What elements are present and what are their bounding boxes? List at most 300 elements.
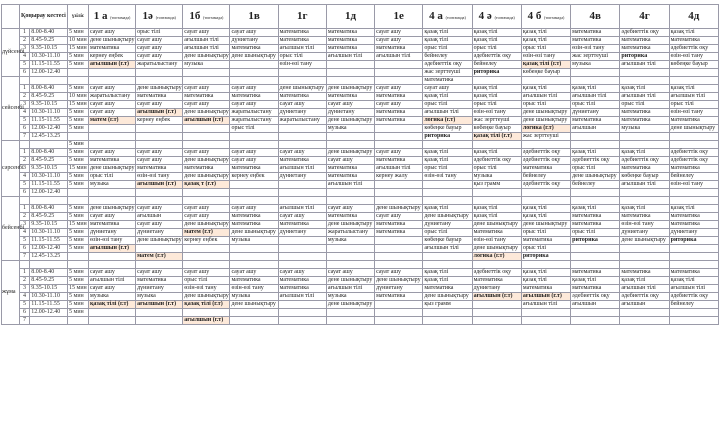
- lesson-cell: сауат ашу: [88, 149, 135, 157]
- class-header: [136, 5, 183, 29]
- lesson-cell: [375, 189, 423, 197]
- period-time: 8.00-8.40: [30, 269, 68, 277]
- lesson-cell: математика: [375, 117, 423, 125]
- lesson-cell: [230, 69, 278, 77]
- period-number: 5: [19, 181, 29, 189]
- period-row: [2, 117, 719, 125]
- break-duration: 5 мин: [68, 229, 89, 237]
- lesson-cell: жас зерттеуші: [423, 69, 472, 77]
- lesson-cell: музыка: [620, 125, 669, 133]
- lesson-cell: көбеңке бауыр: [669, 61, 718, 69]
- period-row: [2, 125, 719, 133]
- period-time: [30, 317, 68, 325]
- class-header: [278, 5, 326, 29]
- period-number: 5: [19, 237, 29, 245]
- lesson-cell: [326, 61, 374, 69]
- lesson-cell: [375, 245, 423, 253]
- lesson-cell: әдебиеттік оқу: [669, 45, 718, 53]
- period-number: 5: [19, 117, 29, 125]
- lesson-cell: математика: [669, 269, 718, 277]
- lesson-cell: дүниетану: [278, 173, 326, 181]
- lesson-cell: [620, 77, 669, 85]
- period-time: [30, 197, 68, 205]
- lesson-cell: ағылшын (г.т): [88, 245, 135, 253]
- lesson-cell: [423, 261, 472, 269]
- lesson-cell: сауат ашу: [136, 269, 183, 277]
- lesson-cell: ағылшын (г.т): [136, 109, 183, 117]
- lesson-cell: орыс тілі: [472, 45, 521, 53]
- lesson-cell: [278, 261, 326, 269]
- lesson-cell: [136, 245, 183, 253]
- class-name: 1ә: [142, 9, 153, 22]
- lesson-cell: дүниетану: [472, 285, 521, 293]
- lesson-cell: дене шынықтыру: [230, 301, 278, 309]
- day-label: сәрсенбі: [2, 141, 20, 197]
- lesson-cell: дене шынықтыру: [423, 293, 472, 301]
- lesson-cell: математика: [136, 277, 183, 285]
- lesson-cell: көбеңке бауыр: [423, 125, 472, 133]
- lesson-cell: сауат ашу: [136, 157, 183, 165]
- lesson-cell: сауат ашу: [375, 149, 423, 157]
- period-number: [19, 77, 29, 85]
- lesson-cell: [326, 189, 374, 197]
- lesson-cell: ағылшын тілі: [521, 301, 570, 309]
- lesson-cell: ағылшын тілі: [278, 45, 326, 53]
- class-note: (топтамада): [445, 14, 466, 20]
- class-name: 4 а: [429, 9, 443, 22]
- period-number: 6: [19, 189, 29, 197]
- lesson-cell: математика: [278, 93, 326, 101]
- lesson-cell: [230, 189, 278, 197]
- lesson-cell: [472, 317, 521, 325]
- period-row: [2, 133, 719, 141]
- lesson-cell: [183, 141, 230, 149]
- lesson-cell: [326, 77, 374, 85]
- lesson-cell: [326, 261, 374, 269]
- class-header: [183, 5, 230, 29]
- lesson-cell: [136, 261, 183, 269]
- lesson-cell: дене шынықтыру: [375, 205, 423, 213]
- lesson-cell: орыс тілі: [136, 29, 183, 37]
- lesson-cell: қазақ тілі: [620, 85, 669, 93]
- lesson-cell: [375, 261, 423, 269]
- period-number: 4: [19, 229, 29, 237]
- day-label: сейсенбі: [2, 77, 20, 141]
- break-duration: 5 мин: [68, 293, 89, 301]
- lesson-cell: орыс тілі: [521, 229, 570, 237]
- period-time: 11.15-11.55: [30, 61, 68, 69]
- lesson-cell: сауат ашу: [88, 29, 135, 37]
- break-duration: 15 мин: [69, 221, 87, 227]
- lesson-cell: [326, 245, 374, 253]
- lesson-cell: математика: [620, 109, 669, 117]
- period-row: [2, 277, 719, 285]
- period-time: 11.15-11.55: [30, 237, 68, 245]
- lesson-cell: математика: [571, 29, 620, 37]
- class-note: (топтамада): [494, 14, 515, 20]
- lesson-cell: сауат ашу: [230, 269, 278, 277]
- lesson-cell: сауат ашу: [230, 205, 278, 213]
- lesson-cell: қазақ тілі: [423, 29, 472, 37]
- period-time: 10.30-11.10: [30, 109, 68, 117]
- lesson-cell: [183, 309, 230, 317]
- lesson-cell: [620, 309, 669, 317]
- lesson-cell: [183, 133, 230, 141]
- period-number: 5: [19, 61, 29, 69]
- lesson-cell: [423, 309, 472, 317]
- lesson-cell: математика: [230, 45, 278, 53]
- lesson-cell: қыз грамм: [423, 301, 472, 309]
- lesson-cell: математика: [620, 45, 669, 53]
- lesson-cell: сауат ашу: [375, 85, 423, 93]
- timetable-body: [2, 29, 719, 325]
- lesson-cell: ағылшын тілі: [278, 293, 326, 301]
- lesson-cell: орыс тілі: [423, 45, 472, 53]
- period-time: 10.30-11.10: [30, 173, 68, 181]
- lesson-cell: дүниетану: [136, 229, 183, 237]
- lesson-cell: [521, 141, 570, 149]
- lesson-cell: [88, 125, 135, 133]
- lesson-cell: әдебиеттік оқу: [521, 149, 570, 157]
- lesson-cell: дене шынықтыру: [521, 117, 570, 125]
- lesson-cell: орыс тілі: [571, 229, 620, 237]
- lesson-cell: [183, 261, 230, 269]
- lesson-cell: [230, 253, 278, 261]
- lesson-cell: [620, 141, 669, 149]
- break-duration: [68, 197, 89, 205]
- lesson-cell: математика: [571, 213, 620, 221]
- break-duration: 5 мин: [68, 141, 89, 149]
- lesson-cell: көбеңке бауыр: [423, 237, 472, 245]
- period-number: 3: [19, 285, 29, 293]
- lesson-cell: [230, 181, 278, 189]
- lesson-cell: музыка: [136, 293, 183, 301]
- lesson-cell: өзін-өзі тану: [423, 173, 472, 181]
- lesson-cell: [278, 253, 326, 261]
- period-row: [2, 149, 719, 157]
- period-row: [2, 293, 719, 301]
- period-number: [19, 261, 29, 269]
- lesson-cell: сауат ашу: [278, 149, 326, 157]
- lesson-cell: орыс тілі: [472, 101, 521, 109]
- lesson-cell: математика: [230, 165, 278, 173]
- lesson-cell: [423, 197, 472, 205]
- period-time: 12.45-13.25: [30, 133, 68, 141]
- lesson-cell: қазақ тілі: [620, 205, 669, 213]
- period-row: [2, 189, 719, 197]
- lesson-cell: математика: [375, 221, 423, 229]
- lesson-cell: жаратылыстану: [88, 93, 135, 101]
- lesson-cell: ағылшын тілі: [423, 245, 472, 253]
- lesson-cell: дене шынықтыру: [326, 149, 374, 157]
- lesson-cell: өзін-өзі тану: [571, 45, 620, 53]
- period-time: 10.30-11.10: [30, 229, 68, 237]
- lesson-cell: өзін-өзі тану: [183, 285, 230, 293]
- lesson-cell: дене шынықтыру: [89, 165, 135, 171]
- period-number: 1: [19, 29, 29, 37]
- break-duration: [68, 253, 89, 261]
- lesson-cell: математика: [230, 213, 278, 221]
- lesson-cell: жаратылыстану: [230, 117, 278, 125]
- lesson-cell: қазақ тілі (г.т): [88, 301, 135, 309]
- period-time: [30, 77, 68, 85]
- lesson-cell: дүниетану: [230, 37, 278, 45]
- lesson-cell: өзін-өзі тану: [620, 221, 669, 229]
- period-row: [2, 317, 719, 325]
- break-duration: 15 мин: [69, 165, 87, 171]
- period-time: 9.35-10.15: [30, 285, 68, 293]
- lesson-cell: математика: [326, 29, 374, 37]
- lesson-cell: сауат ашу: [278, 213, 326, 221]
- lesson-cell: музыка: [88, 181, 135, 189]
- lesson-cell: дене шынықтыру: [137, 237, 182, 243]
- lesson-cell: қазақ т (г.т): [183, 181, 230, 189]
- break-duration: [68, 261, 89, 269]
- lesson-cell: қазақ тілі: [423, 277, 472, 285]
- lesson-cell: [88, 77, 135, 85]
- lesson-cell: риторика: [423, 133, 472, 141]
- period-number: 6: [19, 69, 29, 77]
- break-duration: [68, 317, 89, 325]
- lesson-cell: математика: [423, 285, 472, 293]
- lesson-cell: өзін-өзі тану: [669, 53, 718, 61]
- period-number: 2: [19, 277, 29, 285]
- lesson-cell: қазақ тілі: [669, 277, 718, 285]
- lesson-cell: орыс тілі: [423, 101, 472, 109]
- class-name: 1б: [189, 9, 201, 22]
- lesson-cell: музыка: [326, 125, 374, 133]
- lesson-cell: қазақ тілі (г.т): [521, 61, 570, 69]
- lesson-cell: математика: [620, 165, 669, 173]
- lesson-cell: математика: [669, 213, 718, 221]
- lesson-cell: математика: [278, 221, 326, 229]
- period-time: 12.00-12.40: [30, 189, 68, 197]
- lesson-cell: өзін-өзі тану: [669, 109, 718, 117]
- lesson-cell: математика: [620, 213, 669, 221]
- lesson-cell: ағылшын (г.т): [521, 293, 570, 301]
- lesson-cell: қазақ тілі: [620, 277, 669, 285]
- lesson-cell: сауат ашу: [375, 269, 423, 277]
- period-time: 12.45-13.25: [30, 253, 68, 261]
- lesson-cell: математика: [620, 37, 669, 45]
- lesson-cell: жаратылыстану: [136, 61, 183, 69]
- lesson-cell: [472, 77, 521, 85]
- lesson-cell: [669, 69, 718, 77]
- lesson-cell: қазақ тілі: [423, 93, 472, 101]
- lesson-cell: сауат ашу: [136, 221, 183, 229]
- lesson-cell: [230, 197, 278, 205]
- lesson-cell: дене шынықтыру: [669, 125, 718, 133]
- lesson-cell: әдебиеттік оқу: [620, 157, 669, 165]
- lesson-cell: математика: [669, 117, 718, 125]
- lesson-cell: дене шынықтыру: [326, 85, 374, 93]
- lesson-cell: сауат ашу: [183, 269, 230, 277]
- class-note: (топтамада): [544, 14, 565, 20]
- lesson-cell: [136, 125, 183, 133]
- lesson-cell: [375, 133, 423, 141]
- lesson-cell: орыс тілі: [88, 173, 135, 181]
- lesson-cell: математика: [521, 165, 570, 173]
- lesson-cell: қазақ тілі: [423, 269, 472, 277]
- period-row: [2, 221, 719, 229]
- lesson-cell: әдебиеттік оқу: [669, 293, 718, 301]
- lesson-cell: әдебиеттік оқу: [423, 61, 472, 69]
- period-time: 8.00-8.40: [30, 85, 68, 93]
- lesson-cell: [278, 69, 326, 77]
- lesson-cell: [88, 253, 135, 261]
- period-number: 1: [19, 205, 29, 213]
- spacer-row: [2, 77, 719, 85]
- lesson-cell: қазақ тілі: [472, 37, 521, 45]
- lesson-cell: орыс тілі: [423, 165, 472, 173]
- lesson-cell: қазақ тілі: [669, 85, 718, 93]
- period-number: 3: [19, 221, 29, 229]
- break-duration: 5 мин: [68, 85, 89, 93]
- period-time: 12.00-12.40: [30, 245, 68, 253]
- lesson-cell: [326, 309, 374, 317]
- lesson-cell: дене шынықтыру: [326, 301, 374, 309]
- lesson-cell: математика: [88, 221, 135, 229]
- break-duration: [68, 69, 89, 77]
- period-row: [2, 53, 719, 61]
- lesson-cell: дене шынықтыру: [184, 109, 229, 115]
- lesson-cell: қазақ тілі (г.т): [472, 133, 521, 141]
- lesson-cell: орыс тілі: [571, 165, 620, 173]
- period-row: [2, 101, 719, 109]
- lesson-cell: [183, 189, 230, 197]
- lesson-cell: ағылшын тілі: [375, 53, 423, 61]
- class-header: [620, 5, 669, 29]
- lesson-cell: [620, 69, 669, 77]
- period-time: 12.00-12.40: [30, 69, 68, 77]
- lesson-cell: математика: [472, 229, 521, 237]
- lesson-cell: дене шынықтыру: [184, 157, 229, 163]
- period-number: 7: [19, 133, 29, 141]
- lesson-cell: [669, 77, 718, 85]
- lesson-cell: ағылшын (г.т): [183, 317, 230, 325]
- lesson-cell: сауат ашу: [88, 85, 135, 93]
- lesson-cell: математика: [278, 157, 326, 165]
- lesson-cell: әдебиеттік оқу: [472, 269, 521, 277]
- lesson-cell: дене шынықтыру: [326, 277, 374, 285]
- period-number: 3: [19, 165, 29, 173]
- lesson-cell: [472, 141, 521, 149]
- class-name: 4 б: [527, 9, 542, 22]
- lesson-cell: риторика: [472, 69, 521, 77]
- break-duration: 5 мин: [68, 213, 89, 221]
- lesson-cell: дене шынықтыру: [184, 53, 229, 59]
- lesson-cell: [423, 189, 472, 197]
- break-duration: 5 мин: [68, 117, 89, 125]
- lesson-cell: сауат ашу: [183, 29, 230, 37]
- lesson-cell: дене шынықтыру: [521, 109, 570, 117]
- lesson-cell: өзін-өзі тану: [278, 61, 326, 69]
- day-label: бейсенбі: [2, 197, 20, 261]
- lesson-cell: [620, 189, 669, 197]
- lesson-cell: дүниетану: [375, 285, 423, 293]
- period-number: [19, 141, 29, 149]
- lesson-cell: бейнелеу: [669, 301, 718, 309]
- lesson-cell: [472, 197, 521, 205]
- lesson-cell: сауат ашу: [88, 213, 135, 221]
- lesson-cell: музыка: [326, 293, 374, 301]
- lesson-cell: қазақ тілі: [521, 37, 570, 45]
- lesson-cell: қазақ тілі: [521, 205, 570, 213]
- period-row: [2, 245, 719, 253]
- period-time: 9.35-10.15: [30, 45, 68, 53]
- lesson-cell: дене шынықтыру: [620, 237, 669, 245]
- lesson-cell: математика: [669, 221, 718, 229]
- lesson-cell: [375, 125, 423, 133]
- lesson-cell: орыс тілі: [278, 53, 326, 61]
- lesson-cell: орыс тілі: [669, 101, 718, 109]
- lesson-cell: математика: [375, 93, 423, 101]
- day-label: жұма: [2, 261, 20, 325]
- lesson-cell: [472, 309, 521, 317]
- lesson-cell: риторика: [521, 253, 570, 261]
- timetable: [1, 4, 719, 325]
- lesson-cell: [278, 189, 326, 197]
- lesson-cell: [183, 253, 230, 261]
- lesson-cell: кернеу еңбек: [230, 173, 278, 181]
- lesson-cell: ағылшын: [620, 301, 669, 309]
- lesson-cell: математика: [571, 117, 620, 125]
- lesson-cell: музыка: [183, 61, 230, 69]
- lesson-cell: математика: [326, 213, 374, 221]
- lesson-cell: бейнелеу: [521, 173, 570, 181]
- lesson-cell: [278, 181, 326, 189]
- lesson-cell: математика: [620, 269, 669, 277]
- lesson-cell: музыка: [230, 293, 278, 301]
- lesson-cell: [521, 189, 570, 197]
- class-note: (топтамада): [203, 14, 224, 20]
- lesson-cell: сауат ашу: [230, 29, 278, 37]
- lesson-cell: ағылшын тілі: [278, 165, 326, 173]
- lesson-cell: [669, 245, 718, 253]
- lesson-cell: сауат ашу: [136, 45, 183, 53]
- lesson-cell: математика: [278, 277, 326, 285]
- lesson-cell: [230, 141, 278, 149]
- lesson-cell: [620, 317, 669, 325]
- lesson-cell: [278, 197, 326, 205]
- lesson-cell: орыс тілі: [521, 101, 570, 109]
- lesson-cell: математика: [375, 293, 423, 301]
- lesson-cell: [375, 253, 423, 261]
- lesson-cell: сауат ашу: [136, 37, 183, 45]
- lesson-cell: [230, 309, 278, 317]
- lesson-cell: [620, 245, 669, 253]
- period-row: [2, 181, 719, 189]
- spacer-row: [2, 141, 719, 149]
- lesson-cell: математика: [136, 93, 183, 101]
- lesson-cell: [136, 197, 183, 205]
- class-note: (топтамада): [155, 14, 176, 20]
- period-time: [30, 261, 68, 269]
- lesson-cell: қазақ тілі: [521, 277, 570, 285]
- lesson-cell: [278, 141, 326, 149]
- break-duration: 5 мин: [68, 125, 89, 133]
- class-name: 1 а: [93, 9, 108, 22]
- lesson-cell: сауат ашу: [136, 205, 183, 213]
- lesson-cell: дене шынықтыру: [472, 221, 521, 229]
- period-time: 9.35-10.15: [30, 101, 68, 109]
- lesson-cell: сауат ашу: [136, 101, 183, 109]
- lesson-cell: ағылшын тілі: [423, 109, 472, 117]
- period-row: [2, 213, 719, 221]
- lesson-cell: қазақ тілі: [472, 149, 521, 157]
- lesson-cell: қазақ тілі: [521, 29, 570, 37]
- break-duration: 5 мин: [68, 149, 89, 157]
